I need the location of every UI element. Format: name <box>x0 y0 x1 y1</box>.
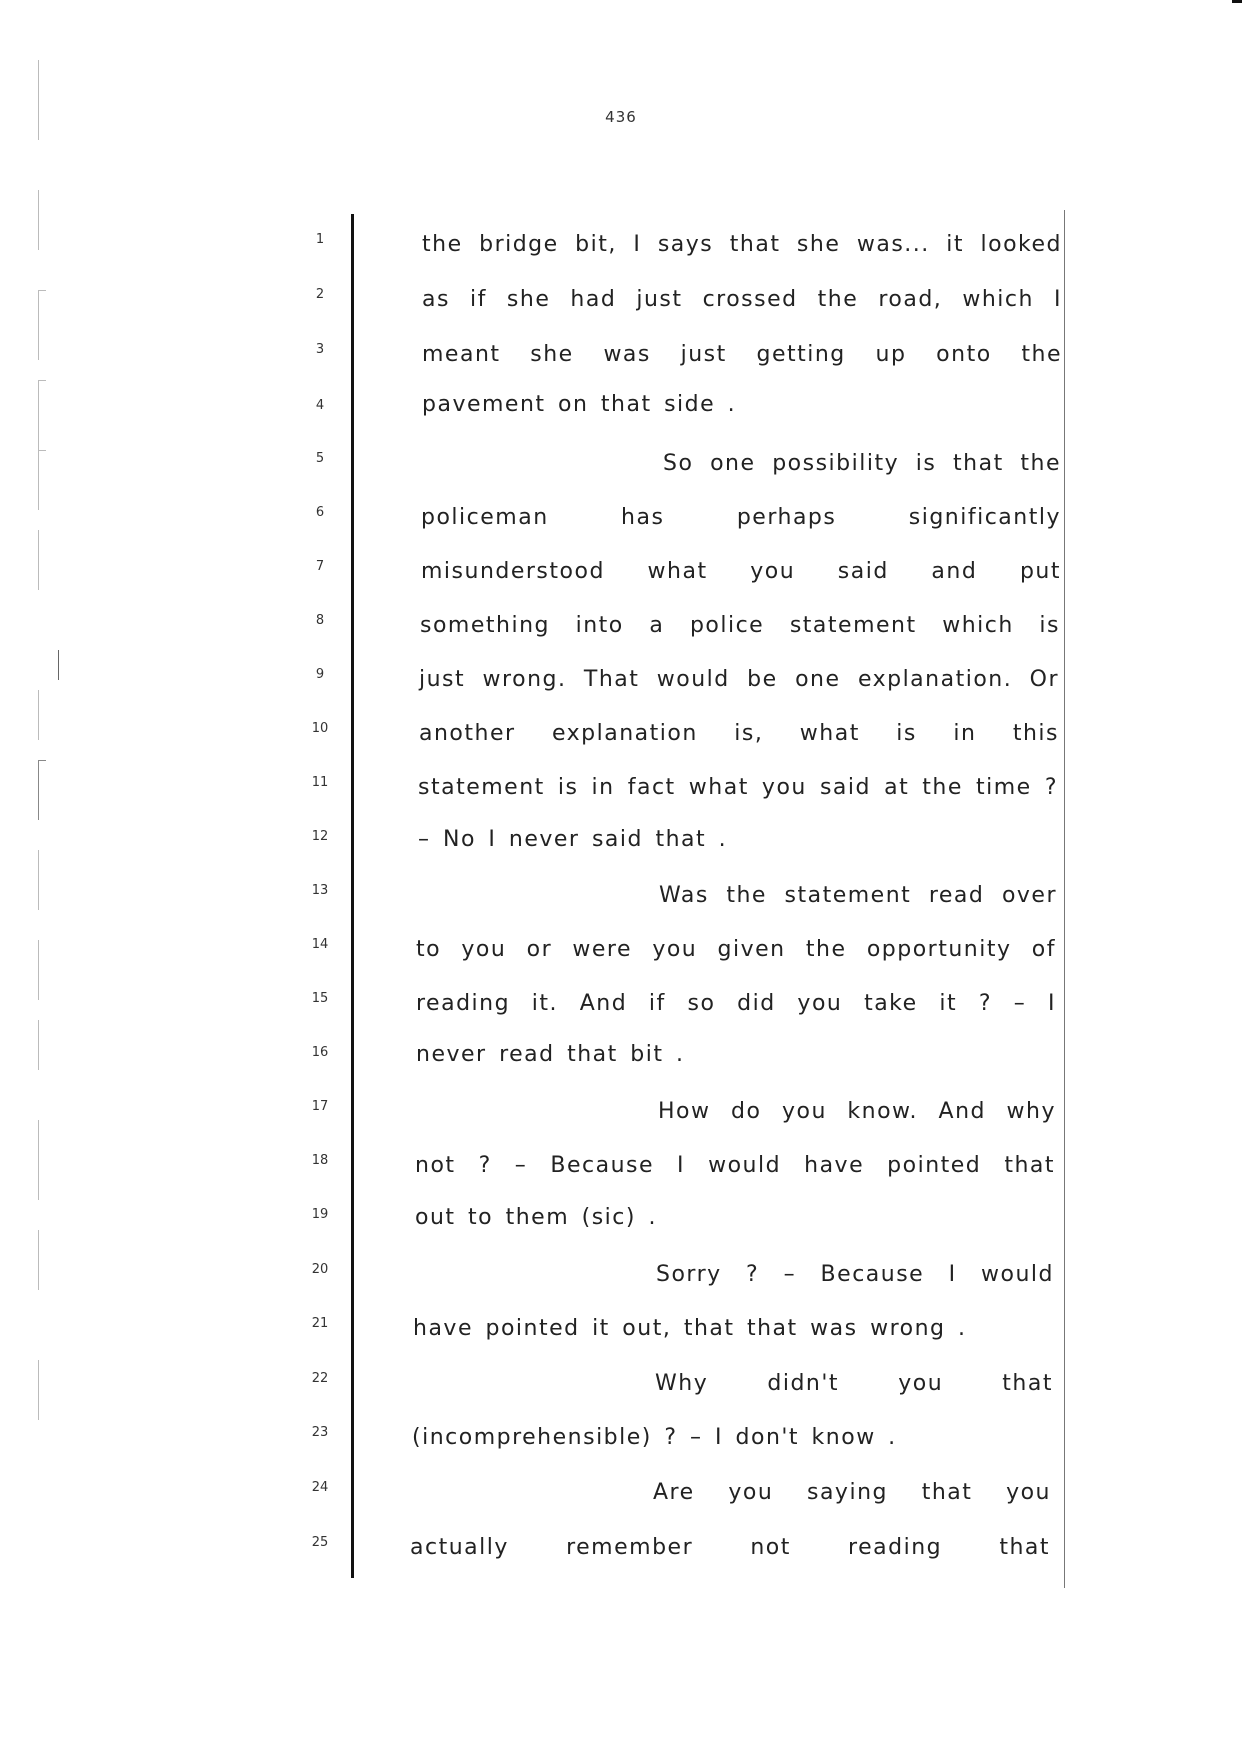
transcript-line: reading it. And if so did you take it ? – I <box>416 991 1056 1016</box>
transcript-line: just wrong. That would be one explanation. Or <box>419 667 1059 692</box>
line-number: 9 <box>315 667 325 682</box>
transcript-line: pavement on that side . <box>422 392 737 417</box>
transcript-line: statement is in fact what you said at the time ? <box>418 775 1058 800</box>
line-number: 10 <box>311 721 329 736</box>
transcript-line: Are you saying that you <box>653 1480 1051 1505</box>
transcript-line: misunderstood what you said and put <box>421 559 1061 584</box>
transcript-line: – No I never said that . <box>418 827 728 852</box>
page-number: 436 <box>605 108 637 126</box>
line-number: 4 <box>315 398 325 413</box>
transcript-line: not ? – Because I would have pointed that <box>415 1153 1055 1178</box>
line-number: 2 <box>315 287 325 302</box>
transcript-line: (incomprehensible) ? – I don't know . <box>412 1425 897 1450</box>
transcript-line: Why didn't you that <box>655 1371 1053 1396</box>
transcript-line: the bridge bit, I says that she was... it looked <box>422 232 1062 257</box>
line-number: 20 <box>311 1262 329 1277</box>
line-number: 7 <box>315 559 325 574</box>
transcript-line: to you or were you given the opportunity of <box>416 937 1056 962</box>
transcript-line: another explanation is, what is in this <box>419 721 1059 746</box>
transcript-line: So one possibility is that the <box>663 451 1061 476</box>
line-number: 24 <box>311 1480 329 1495</box>
right-margin-rule <box>1064 210 1065 1588</box>
line-number: 8 <box>315 613 325 628</box>
line-number: 13 <box>311 883 329 898</box>
transcript-line: have pointed it out, that that was wrong . <box>413 1316 967 1341</box>
line-number: 25 <box>311 1535 329 1550</box>
transcript-line: How do you know. And why <box>658 1099 1056 1124</box>
transcript-line: as if she had just crossed the road, which I <box>422 287 1062 312</box>
transcript-line: actually remember not reading that <box>410 1535 1050 1560</box>
line-number: 19 <box>311 1207 329 1222</box>
transcript-line: Sorry ? – Because I would <box>656 1262 1054 1287</box>
line-number: 1 <box>315 232 325 247</box>
line-number: 6 <box>315 505 325 520</box>
transcript-line: out to them (sic) . <box>415 1205 657 1230</box>
line-number: 17 <box>311 1099 329 1114</box>
transcript-line: policeman has perhaps significantly <box>421 505 1061 530</box>
line-number: 22 <box>311 1371 329 1386</box>
line-number: 15 <box>311 991 329 1006</box>
line-number: 3 <box>315 342 325 357</box>
transcript-line: meant she was just getting up onto the <box>422 342 1062 367</box>
line-number: 23 <box>311 1425 329 1440</box>
line-number: 11 <box>311 775 329 790</box>
scan-edge-marks <box>38 60 78 1620</box>
line-number: 12 <box>311 829 329 844</box>
transcript-line: Was the statement read over <box>659 883 1057 908</box>
line-number: 14 <box>311 937 329 952</box>
left-margin-rule <box>351 214 354 1578</box>
transcript-line: never read that bit . <box>416 1042 685 1067</box>
transcript-line: something into a police statement which is <box>420 613 1060 638</box>
line-number: 16 <box>311 1045 329 1060</box>
line-number: 21 <box>311 1316 329 1331</box>
corner-mark <box>1232 0 1242 3</box>
line-number: 18 <box>311 1153 329 1168</box>
line-number: 5 <box>315 451 325 466</box>
